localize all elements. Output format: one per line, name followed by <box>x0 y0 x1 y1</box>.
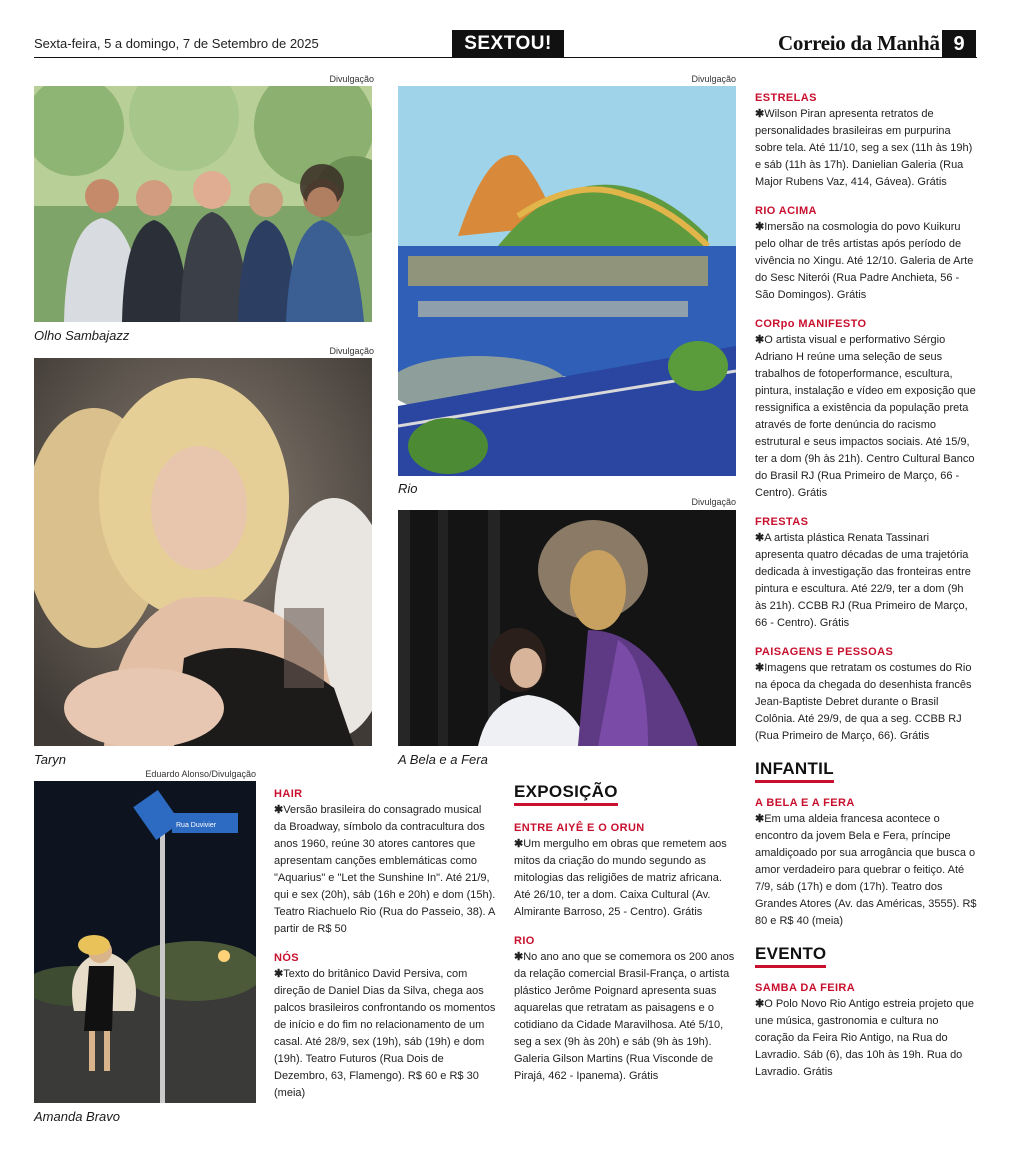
listing-entre-aiye <box>514 822 736 921</box>
listing-body: Imersão na cosmologia do povo Kuikuru pelo olhar de três artistas após período de vivência no Xingu. Até 12/10. Galeria de Arte do Sesc Niterói (Rua Padre Anchieta, 56 - São Domingos). Grátis <box>755 221 974 301</box>
header-rule <box>34 57 977 58</box>
listing-rio <box>514 935 736 1085</box>
listing-body: Wilson Piran apresenta retratos de personalidades brasileiras em purpurina sobre tela. Até 11/10, seg a sex (11h às 19h) e sáb (11h às 17h). Danielian Galeria (Rua Major Rubens Vaz, 414, Gávea). Grátis <box>755 108 973 188</box>
listing-body: O artista visual e performativo Sérgio Adriano H reúne uma seleção de seus trabalhos de fotoperformance, escultura, pintura, instalação e vídeo em exposição que ressignifica a existência da população preta através de forte denúncia do racismo estrutural e seus impactos sociais. Até 15/9, ter a dom (9h às 21h). Centro Cultural Banco do Brasil RJ (Rua Primeiro de Março, 66 - Centro). Grátis <box>755 334 976 499</box>
listing-body: Imagens que retratam os costumes do Rio na época da chegada do desenhista francês Jean-Baptiste Debret durante o Brasil Colônia. Até 29/9, de qua a seg. CCBB RJ (Rua Primeiro de Março, 66). Grátis <box>755 662 972 742</box>
photo-taryn <box>34 358 372 746</box>
listing-nos <box>274 952 496 1102</box>
listing-body: Um mergulho em obras que remetem aos mitos da criação do mundo segundo as mitologias das religiões de matriz africana. Até 26/10, ter a dom. Caixa Cultural (Av. Almirante Barroso, 25 - Centro). Grátis <box>514 838 727 918</box>
listing-bela-fera <box>755 797 977 930</box>
newspaper-name: Correio da Manhã <box>778 31 940 55</box>
caption-taryn: Taryn <box>34 752 67 767</box>
section-heading-exposicao: EXPOSIÇÃO <box>514 782 618 806</box>
listing-estrelas <box>755 92 977 191</box>
listing-body: Texto do britânico David Persiva, com direção de Daniel Dias da Silva, chega aos palcos brasileiros confrontando os momentos de início e do fim no relacionamento de um casal. Até 28/9, sex (19h), sáb (19h) e dom (19h). Teatro Futuros (Rua Dois de Dezembro, 63, Flamengo). R$ 60 e R$ 30 (meia) <box>274 968 496 1099</box>
bullet-icon: ✱ <box>755 998 765 1010</box>
listing-frestas <box>755 516 977 632</box>
bullet-icon: ✱ <box>274 804 284 816</box>
bullet-icon: ✱ <box>755 221 765 233</box>
listing-rio-acima <box>755 205 977 304</box>
section-heading-infantil: INFANTIL <box>755 759 834 783</box>
bullet-icon: ✱ <box>514 838 524 850</box>
bullet-icon: ✱ <box>274 968 284 980</box>
caption-rio: Rio <box>398 481 418 496</box>
issue-date: Sexta-feira, 5 a domingo, 7 de Setembro de 2025 <box>34 36 319 51</box>
listing-title: RIO ACIMA <box>755 205 817 217</box>
listing-title: SAMBA DA FEIRA <box>755 982 856 994</box>
caption-olho: Olho Sambajazz <box>34 328 130 343</box>
section-heading-evento: EVENTO <box>755 944 826 968</box>
listing-title: HAIR <box>274 788 303 800</box>
exhibition-column <box>514 782 736 1099</box>
listing-title: CORpo MANIFESTO <box>755 318 867 330</box>
painting-rio <box>398 86 736 476</box>
bullet-icon: ✱ <box>755 334 765 346</box>
listing-paisagens <box>755 646 977 745</box>
page-number: 9 <box>942 30 976 58</box>
listing-body: Versão brasileira do consagrado musical da Broadway, símbolo da contracultura dos anos 1960, reúne 30 atores cantores que apresentam canções emblemáticas como "Aquarius" e "Let the Sunshine In". Até 21/9, qui e sex (20h), sáb (16h e 20h) e dom (15h). Teatro Riachuelo Rio (Rua do Passeio, 38). A partir de R$ 50 <box>274 804 496 935</box>
caption-amanda: Amanda Bravo <box>34 1109 120 1124</box>
listing-body: A artista plástica Renata Tassinari apresenta quatro décadas de uma trajetória dedicada à investigação das fronteiras entre pintura e escultura. Até 22/9, ter a dom (9h às 21h). CCBB RJ (Rua Primeiro de Março, 66 - Centro). Grátis <box>755 532 971 629</box>
listing-body: O Polo Novo Rio Antigo estreia projeto que une música, gastronomia e cultura no coração da Feira Rio Antigo, na Rua do Lavradio. Sáb (6), das 10h às 19h. Rua do Lavradio. Grátis <box>755 998 974 1078</box>
street-sign-text: Rua Duvivier <box>176 822 217 829</box>
photo-olho-sambajazz <box>34 86 372 322</box>
listing-corpo-manifesto <box>755 318 977 502</box>
listing-title: RIO <box>514 935 535 947</box>
bullet-icon: ✱ <box>755 662 765 674</box>
listing-body: Em uma aldeia francesa acontece o encontro da jovem Bela e Fera, príncipe amaldiçoado por sua arrogância que busca o amor verdadeiro para quebrar o feitiço. Até 7/9, sáb (17h) e dom (17h). Teatro dos Grandes Atores (Av. das Américas, 3555). R$ 80 e R$ 40 (meia) <box>755 813 977 927</box>
photo-credit-rio: Divulgação <box>691 74 736 84</box>
listing-title: A BELA E A FERA <box>755 797 855 809</box>
bullet-icon: ✱ <box>755 532 765 544</box>
right-column <box>755 92 977 1095</box>
bullet-icon: ✱ <box>755 813 765 825</box>
bullet-icon: ✱ <box>514 951 524 963</box>
photo-bela-e-a-fera <box>398 510 736 746</box>
photo-credit-olho: Divulgação <box>329 74 374 84</box>
listing-title: FRESTAS <box>755 516 809 528</box>
listing-body: No ano ano que se comemora os 200 anos da relação comercial Brasil-França, o artista plástico Jerôme Poignard apresenta suas aquarelas que retratam as paisagens e o cotidiano da Cidade Maravilhosa. Até 5/10, seg a sex (9h às 20h) e sáb (9h às 19h). Galeria Gilson Martins (Rua Visconde de Pirajá, 462 - Ipanema). Grátis <box>514 951 735 1082</box>
listing-title: ESTRELAS <box>755 92 817 104</box>
listing-title: NÓS <box>274 952 300 964</box>
photo-credit-amanda: Eduardo Alonso/Divulgação <box>145 769 256 779</box>
photo-credit-bela: Divulgação <box>691 497 736 507</box>
section-badge: SEXTOU! <box>452 30 564 58</box>
theater-column <box>274 788 496 1116</box>
caption-bela: A Bela e a Fera <box>398 752 488 767</box>
listing-title: PAISAGENS E PESSOAS <box>755 646 894 658</box>
photo-amanda-bravo <box>34 781 256 1103</box>
photo-credit-taryn: Divulgação <box>329 346 374 356</box>
listing-hair <box>274 788 496 938</box>
listing-samba-feira <box>755 982 977 1081</box>
bullet-icon: ✱ <box>755 108 765 120</box>
listing-title: ENTRE AIYÊ E O ORUN <box>514 822 645 834</box>
